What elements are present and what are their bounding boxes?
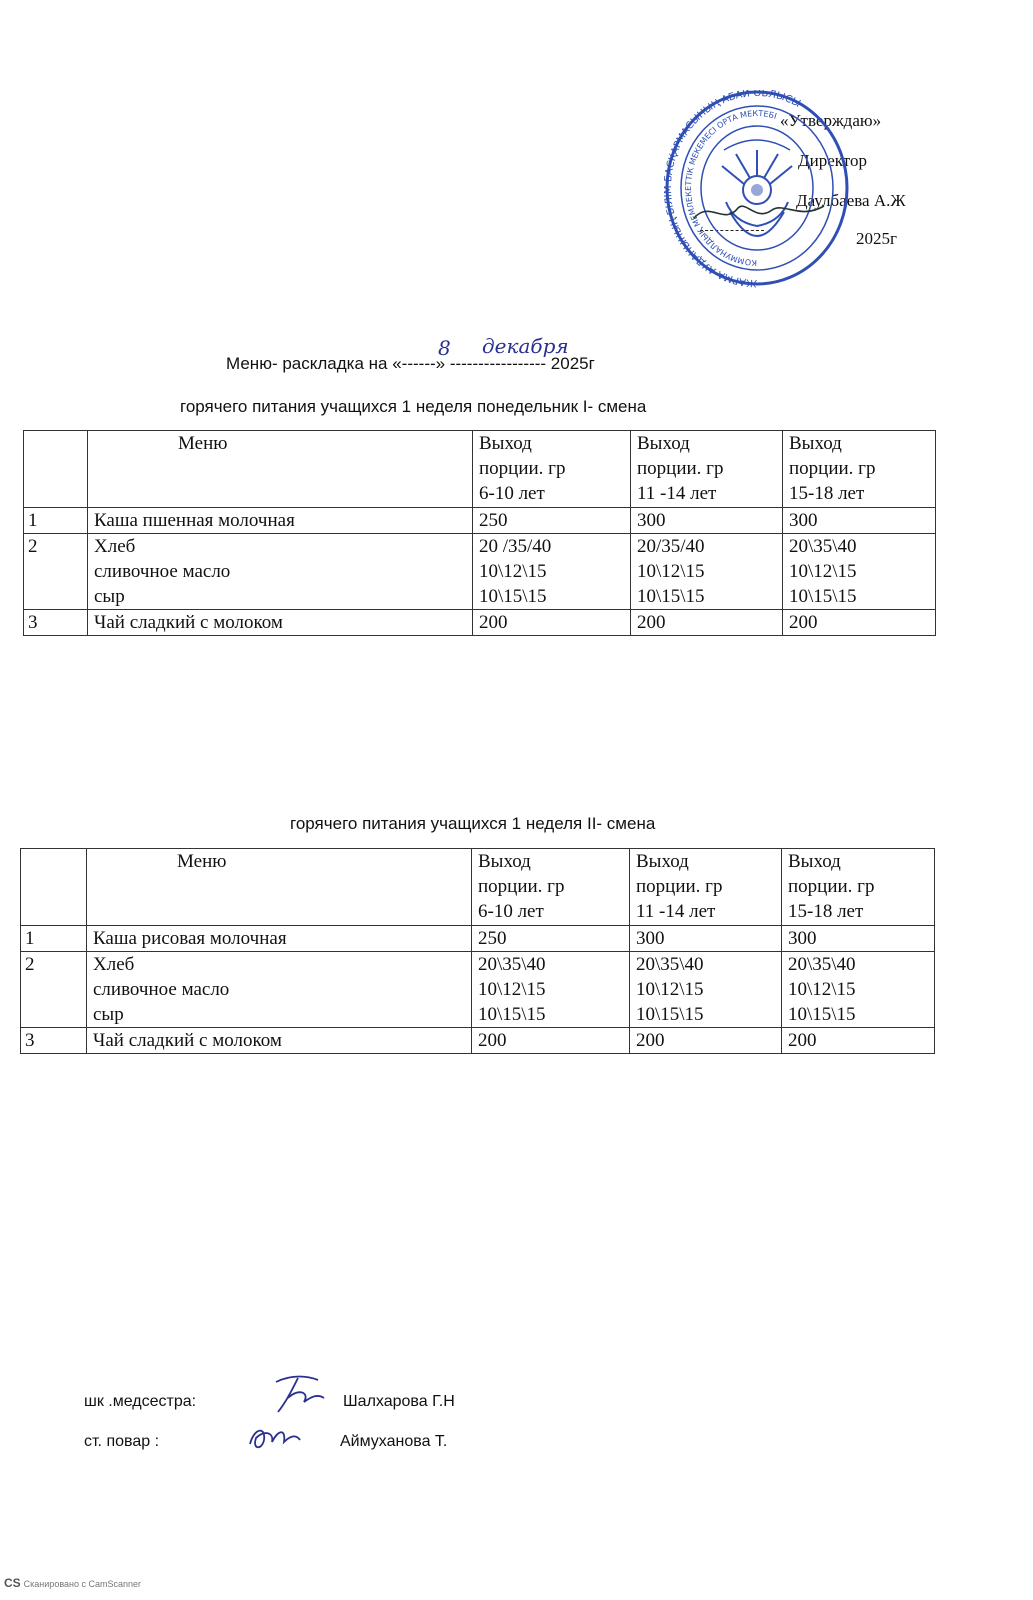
cell-line: 10\15\15	[789, 586, 857, 607]
official-seal	[664, 90, 850, 294]
nurse-signature	[268, 1372, 328, 1416]
cell-line: сливочное масло	[94, 561, 231, 582]
portion-cell	[473, 508, 631, 534]
cell-line: 10\15\15	[636, 1004, 704, 1025]
camscanner-footer	[4, 1576, 141, 1590]
cell-line: 20\35\40	[789, 536, 857, 557]
handwritten-month: декабря	[482, 334, 569, 358]
cell-line: 10\12\15	[479, 561, 547, 582]
cell-line: 10\12\15	[789, 561, 857, 582]
header-cell-portion	[631, 431, 783, 508]
row-number: 1	[24, 508, 88, 534]
table-header-row	[21, 849, 935, 926]
menu-title: Меню- раскладка на «------» ----------------- 2025г	[226, 354, 595, 373]
cell-line: сыр	[94, 586, 125, 607]
cell-line: 200	[789, 612, 818, 633]
cell-line: порции. гр	[789, 458, 876, 479]
dish-cell	[87, 952, 472, 1028]
row-number: 2	[24, 534, 88, 610]
cell-line: 20\35\40	[478, 954, 546, 975]
portion-cell	[783, 610, 936, 636]
header-cell-portion	[472, 849, 630, 926]
table-row	[24, 534, 936, 610]
cell-line: 200	[636, 1030, 665, 1051]
portion-cell	[473, 610, 631, 636]
handwritten-day: 8	[438, 336, 451, 360]
portion-cell	[782, 952, 935, 1028]
cell-line: 300	[636, 928, 665, 949]
header-cell-menu	[88, 431, 473, 508]
cell-line: сливочное масло	[93, 979, 230, 1000]
header-cell-blank	[21, 849, 87, 926]
cell-line: Чай сладкий с молоком	[93, 1030, 282, 1051]
seal-outer-text: ЖАРМА АУДАНЫНЫҢ БІЛІМ БАСҚАРМАСЫНЫҢ АБАЙ ОБЛЫСЫ	[664, 90, 803, 289]
cell-line: Выход	[789, 433, 842, 454]
cell-line: 6-10 лет	[478, 901, 544, 922]
portion-cell	[631, 610, 783, 636]
header-cell-portion	[473, 431, 631, 508]
cell-line: 11 -14 лет	[636, 901, 716, 922]
portion-cell	[783, 534, 936, 610]
seal-icon	[664, 90, 850, 294]
cell-line: порции. гр	[637, 458, 724, 479]
cell-line: Выход	[478, 851, 531, 872]
camscanner-logo: CS	[4, 1576, 21, 1590]
portion-cell	[472, 952, 630, 1028]
cell-line: 10\12\15	[637, 561, 705, 582]
cell-line: Меню	[178, 433, 228, 454]
cell-line: 10\15\15	[637, 586, 705, 607]
cell-line: 300	[637, 510, 666, 531]
header-cell-menu	[87, 849, 472, 926]
header-cell-portion	[782, 849, 935, 926]
cook-name: Аймуханова Т.	[340, 1433, 448, 1450]
cell-line: Выход	[479, 433, 532, 454]
seal-inner-text: КОММУНАЛДЫҚ МЕМЛЕКЕТТІК МЕКЕМЕСІ ОРТА МЕКТЕБІ	[684, 108, 778, 268]
cook-signature	[244, 1420, 304, 1454]
dish-cell	[88, 534, 473, 610]
dish-cell	[87, 1028, 472, 1054]
approval-year: 2025г	[856, 229, 897, 248]
cell-line: Выход	[788, 851, 841, 872]
cell-line: Выход	[636, 851, 689, 872]
header-cell-portion	[783, 431, 936, 508]
cell-line: 200	[637, 612, 666, 633]
portion-cell	[782, 1028, 935, 1054]
cell-line: порции. гр	[479, 458, 566, 479]
cell-line: порции. гр	[478, 876, 565, 897]
dish-cell	[87, 926, 472, 952]
camscanner-text: Сканировано с CamScanner	[23, 1579, 142, 1589]
cell-line: 20\35\40	[636, 954, 704, 975]
shift1-menu-table	[23, 430, 936, 636]
cell-line: Каша пшенная молочная	[94, 510, 295, 531]
cell-line: 10\15\15	[478, 1004, 546, 1025]
cell-line: 10\15\15	[479, 586, 547, 607]
cell-line: Каша рисовая молочная	[93, 928, 287, 949]
table-row	[24, 610, 936, 636]
row-number: 3	[21, 1028, 87, 1054]
approval-director-name: Даулбаева А.Ж	[796, 191, 906, 210]
portion-cell	[631, 534, 783, 610]
table-row	[24, 508, 936, 534]
cell-line: 15-18 лет	[788, 901, 864, 922]
cell-line: Чай сладкий с молоком	[94, 612, 283, 633]
portion-cell	[472, 926, 630, 952]
portion-cell	[630, 1028, 782, 1054]
portion-cell	[630, 952, 782, 1028]
portion-cell	[473, 534, 631, 610]
cell-line: 200	[478, 1030, 507, 1051]
cell-line: 11 -14 лет	[637, 483, 717, 504]
cell-line: 10\12\15	[478, 979, 546, 1000]
table-header-row	[24, 431, 936, 508]
cell-line: 10\12\15	[788, 979, 856, 1000]
shift1-subtitle: горячего питания учащихся 1 неделя понедельник I- смена	[180, 397, 647, 416]
portion-cell	[630, 926, 782, 952]
cell-line: Хлеб	[93, 954, 135, 975]
cell-line: Выход	[637, 433, 690, 454]
shift2-subtitle: горячего питания учащихся 1 неделя II- смена	[290, 814, 656, 833]
row-number: 2	[21, 952, 87, 1028]
row-number: 1	[21, 926, 87, 952]
nurse-name: Шалхарова Г.Н	[343, 1393, 455, 1410]
table-row	[21, 926, 935, 952]
table-row	[21, 1028, 935, 1054]
director-signature	[690, 196, 830, 232]
cell-line: Хлеб	[94, 536, 136, 557]
portion-cell	[472, 1028, 630, 1054]
approval-title: «Утверждаю»	[780, 111, 882, 130]
portion-cell	[782, 926, 935, 952]
table-row	[21, 952, 935, 1028]
cell-line: 10\12\15	[636, 979, 704, 1000]
cell-line: 250	[478, 928, 507, 949]
portion-cell	[631, 508, 783, 534]
header-cell-blank	[24, 431, 88, 508]
cell-line: 6-10 лет	[479, 483, 545, 504]
header-cell-portion	[630, 849, 782, 926]
cell-line: 250	[479, 510, 508, 531]
shift2-menu-table	[20, 848, 935, 1054]
cell-line: 200	[788, 1030, 817, 1051]
cell-line: 300	[788, 928, 817, 949]
cell-line: Меню	[177, 851, 227, 872]
cell-line: 15-18 лет	[789, 483, 865, 504]
portion-cell	[783, 508, 936, 534]
cell-line: 300	[789, 510, 818, 531]
cell-line: 20\35\40	[788, 954, 856, 975]
cell-line: порции. гр	[636, 876, 723, 897]
cell-line: 20 /35/40	[479, 536, 552, 557]
dish-cell	[88, 508, 473, 534]
cell-line: порции. гр	[788, 876, 875, 897]
nurse-role: шк .медсестра:	[84, 1393, 197, 1410]
cell-line: 20/35/40	[637, 536, 705, 557]
approval-position: Директор	[798, 151, 867, 170]
cell-line: 200	[479, 612, 508, 633]
dish-cell	[88, 610, 473, 636]
cell-line: сыр	[93, 1004, 124, 1025]
cook-role: ст. повар :	[84, 1433, 160, 1450]
row-number: 3	[24, 610, 88, 636]
cell-line: 10\15\15	[788, 1004, 856, 1025]
